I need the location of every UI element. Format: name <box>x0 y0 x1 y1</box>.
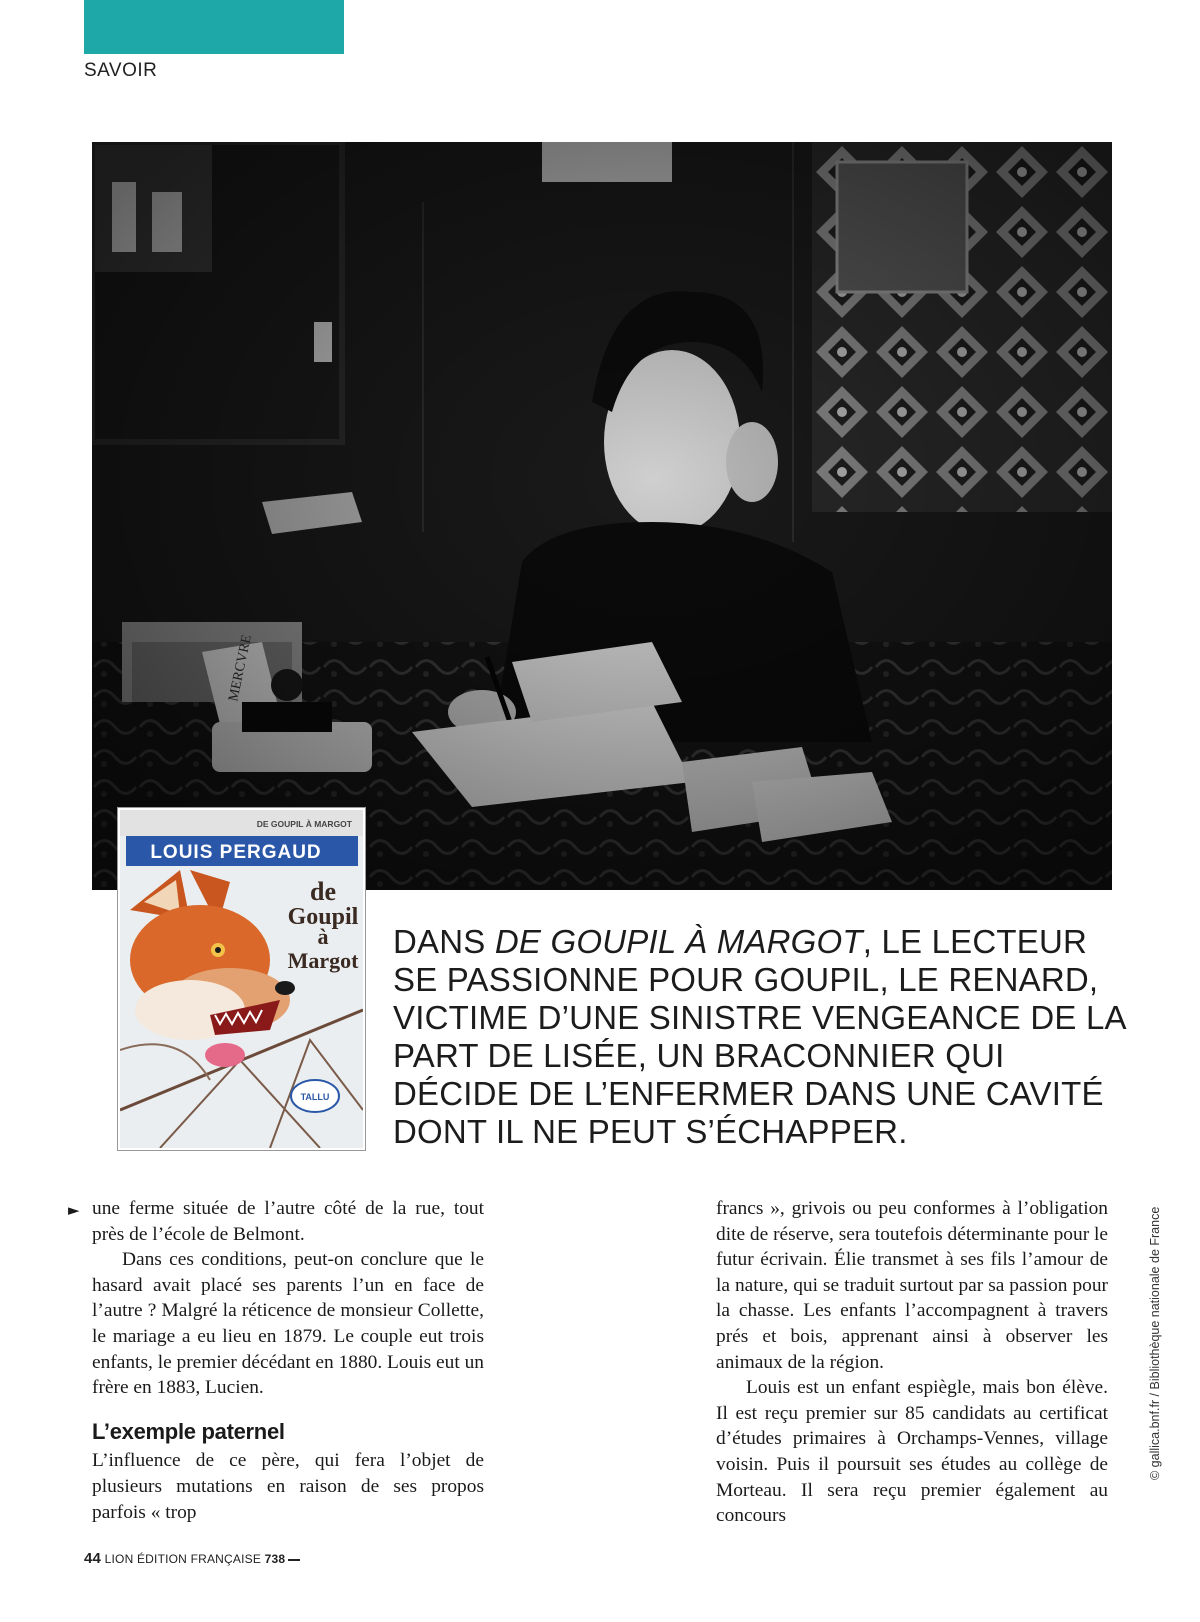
photo-caption <box>393 923 1133 1151</box>
paragraph: Dans ces conditions, peut-on conclure que le hasard avait placé ses parents l’un en face de l’autre ? Malgré la réticence de monsieur Collette, le mariage a eu lieu en 1879. Le couple eut trois enfants, le premier décédant en 1880. Louis eut un frère en 1883, Lucien. <box>92 1249 484 1399</box>
article-column-right <box>716 1196 1108 1529</box>
cover-publisher: TALLU <box>300 1092 330 1102</box>
paragraph: une ferme située de l’autre côté de la rue, tout près de l’école de Belmont. <box>92 1198 484 1245</box>
cover-author: LOUIS PERGAUD <box>150 842 322 863</box>
cover-series-label: DE GOUPIL À MARGOT <box>256 819 352 829</box>
cover-title-goupil: Goupil <box>287 904 359 930</box>
caption-rest: , LE LECTEUR SE PASSIONNE POUR GOUPIL, LE RENARD, VICTIME D’UNE SINISTRE VENGEANCE DE LA PART DE LISÉE, UN BRACONNIER QUI DÉCIDE DE L’ENFERMER DANS UNE CAVITÉ DONT IL NE PEUT S’ÉCHAPPER. <box>393 923 1125 1150</box>
page-footer <box>84 1550 300 1567</box>
book-cover-image <box>118 808 365 1150</box>
author-photo-illustration <box>92 142 1112 890</box>
paragraph: Louis est un enfant espiègle, mais bon élève. Il est reçu premier sur 85 candidats au certificat d’études primaires à Orchamps-Vennes, village voisin. Puis il poursuit ses études au collège de Morteau. Il sera reçu premier également au concours <box>716 1377 1108 1527</box>
magazine-name: LION ÉDITION FRANÇAISE <box>104 1552 262 1566</box>
section-accent-bar <box>84 0 344 54</box>
paragraph: francs », grivois ou peu conformes à l’obligation dite de réserve, sera toutefois déterminante pour le futur écrivain. Élie transmet à ses fils l’amour de la nature, qui se traduit surtout par sa passion pour la chasse. Les enfants l’accompagnent à travers prés et bois, apprenant ainsi à observer les animaux de la région. <box>716 1198 1108 1373</box>
page-number: 44 <box>84 1550 102 1567</box>
issue-number: 738 <box>264 1552 286 1566</box>
article-column-left <box>92 1196 484 1525</box>
paragraph: L’influence de ce père, qui fera l’objet de plusieurs mutations en raison de ses propos parfois « trop <box>92 1450 484 1523</box>
continuation-arrow-icon: ► <box>68 1201 80 1219</box>
cover-title-de: de <box>310 877 336 906</box>
cover-title-margot: Margot <box>287 948 359 973</box>
caption-book-title: DE GOUPIL À MARGOT <box>494 923 863 960</box>
caption-lead: DANS <box>393 923 495 960</box>
article-subheading: L’exemple paternel <box>92 1418 285 1444</box>
photo-credit: © gallica.bnf.fr / Bibliothèque nationale de France <box>1148 1206 1162 1480</box>
cover-title-a: à <box>317 924 329 949</box>
book-cover-illustration <box>120 810 363 1148</box>
footer-dash <box>288 1559 300 1561</box>
section-label: SAVOIR <box>84 60 158 81</box>
author-photo <box>92 142 1112 890</box>
